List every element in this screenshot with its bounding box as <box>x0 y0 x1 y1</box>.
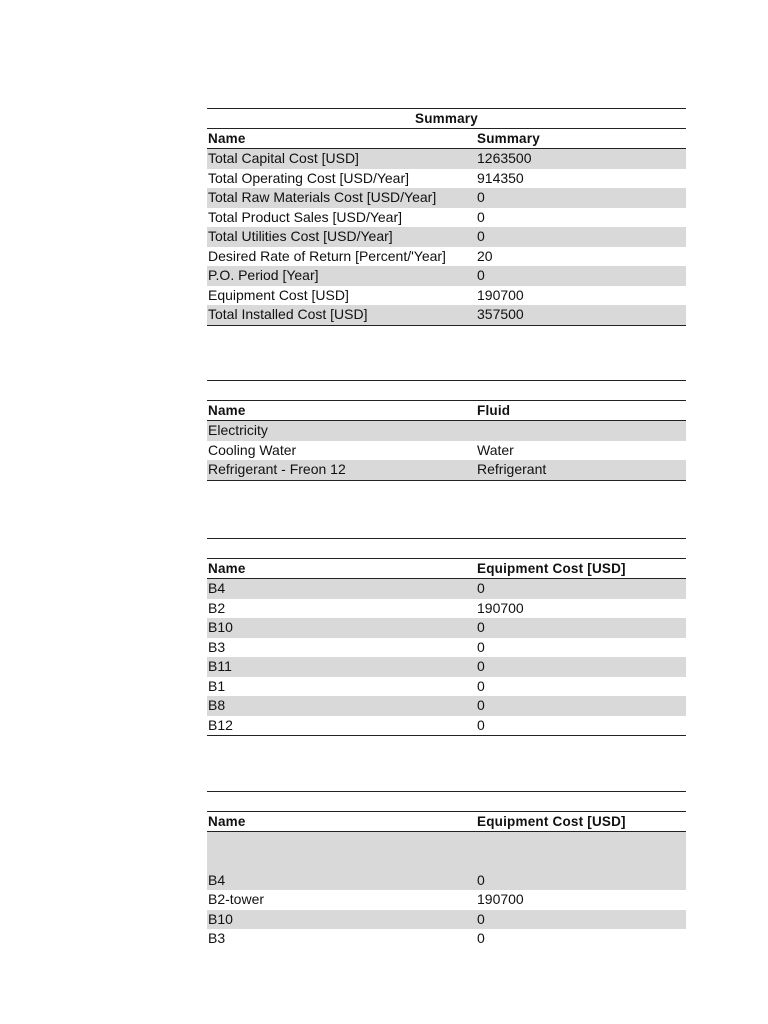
column-header-name: Name <box>208 131 246 146</box>
column-header-name: Name <box>208 814 246 829</box>
row-name: B2-tower <box>208 891 265 907</box>
equipment-table-header <box>207 558 686 579</box>
table-row <box>207 890 686 910</box>
table-row <box>207 929 686 949</box>
column-header-name: Name <box>208 403 246 418</box>
column-header-summary: Summary <box>477 131 540 146</box>
table-row <box>207 266 686 286</box>
summary-table-caption: Summary <box>207 108 686 128</box>
row-value: Water <box>477 441 514 458</box>
equipment-table-2-header <box>207 811 686 832</box>
table-row <box>207 832 686 890</box>
row-value: 0 <box>477 619 485 635</box>
row-name: B4 <box>208 580 226 596</box>
column-header-fluid: Fluid <box>477 403 511 418</box>
row-value: 0 <box>477 638 485 655</box>
row-value <box>476 421 686 441</box>
row-value: 1263500 <box>477 150 532 166</box>
table-row <box>207 149 686 169</box>
table-row <box>207 247 686 267</box>
row-value: 0 <box>477 697 485 713</box>
equipment-table-caption <box>207 538 686 558</box>
row-name: Cooling Water <box>208 441 297 458</box>
row-value: 357500 <box>477 306 524 322</box>
row-name: B11 <box>208 658 232 674</box>
table-row <box>207 638 686 658</box>
column-header-equipment-cost: Equipment Cost [USD] <box>477 814 626 829</box>
row-name: B3 <box>208 638 226 655</box>
column-header-name: Name <box>208 561 246 576</box>
row-name: Total Operating Cost [USD/Year] <box>208 169 410 186</box>
equipment-table-2-caption <box>207 791 686 811</box>
row-name: Total Installed Cost [USD] <box>208 306 368 322</box>
row-value: 20 <box>477 247 493 264</box>
table-row <box>207 618 686 638</box>
table-row <box>207 579 686 599</box>
table-row <box>207 696 686 716</box>
row-name: Total Utilities Cost [USD/Year] <box>208 228 393 244</box>
utilities-table-caption <box>207 380 686 400</box>
row-value: 190700 <box>477 891 524 907</box>
table-row <box>207 421 686 441</box>
table-row <box>207 286 686 306</box>
row-value: 0 <box>477 910 485 927</box>
row-name: B2 <box>208 599 226 616</box>
row-value: 0 <box>477 716 485 733</box>
row-value: 0 <box>477 228 485 244</box>
equipment-table-2 <box>207 791 686 949</box>
row-value: 0 <box>477 267 485 283</box>
row-name: Total Raw Materials Cost [USD/Year] <box>208 189 437 205</box>
row-value: 0 <box>477 871 485 888</box>
row-value: 0 <box>477 189 485 205</box>
table-row <box>207 677 686 697</box>
table-row <box>207 188 686 208</box>
table-row <box>207 460 686 480</box>
row-name: Electricity <box>208 422 268 438</box>
summary-table-header <box>207 128 686 149</box>
row-value: 0 <box>477 658 485 674</box>
row-name: Total Product Sales [USD/Year] <box>208 208 403 225</box>
table-row <box>207 910 686 930</box>
row-value: 914350 <box>477 169 524 186</box>
row-name: Equipment Cost [USD] <box>208 286 349 303</box>
table-row <box>207 169 686 189</box>
row-name: B10 <box>208 910 233 927</box>
row-value: 190700 <box>477 599 524 616</box>
table-row <box>207 599 686 619</box>
row-value: 0 <box>477 677 485 694</box>
table-row <box>207 227 686 247</box>
row-value: 190700 <box>477 286 524 303</box>
utilities-table <box>207 380 686 481</box>
row-name: B10 <box>208 619 233 635</box>
row-name: B8 <box>208 697 226 713</box>
row-name: B1 <box>208 677 226 694</box>
column-header-equipment-cost: Equipment Cost [USD] <box>477 561 626 576</box>
row-value: 0 <box>477 580 485 596</box>
table-row <box>207 208 686 228</box>
row-name: Refrigerant - Freon 12 <box>208 461 346 477</box>
table-row <box>207 657 686 677</box>
row-name: P.O. Period [Year] <box>208 267 319 283</box>
summary-table <box>207 108 686 326</box>
row-name: Total Capital Cost [USD] <box>208 150 359 166</box>
utilities-table-header <box>207 400 686 421</box>
equipment-table <box>207 538 686 736</box>
table-row <box>207 716 686 736</box>
row-name: B4 <box>208 871 226 888</box>
row-name: B12 <box>208 716 233 733</box>
row-value: 0 <box>477 208 485 225</box>
row-name: B3 <box>208 930 226 946</box>
row-name: Desired Rate of Return [Percent/'Year] <box>208 247 446 264</box>
table-row <box>207 441 686 461</box>
row-value: Refrigerant <box>477 461 547 477</box>
table-row <box>207 305 686 325</box>
row-value: 0 <box>477 930 485 946</box>
